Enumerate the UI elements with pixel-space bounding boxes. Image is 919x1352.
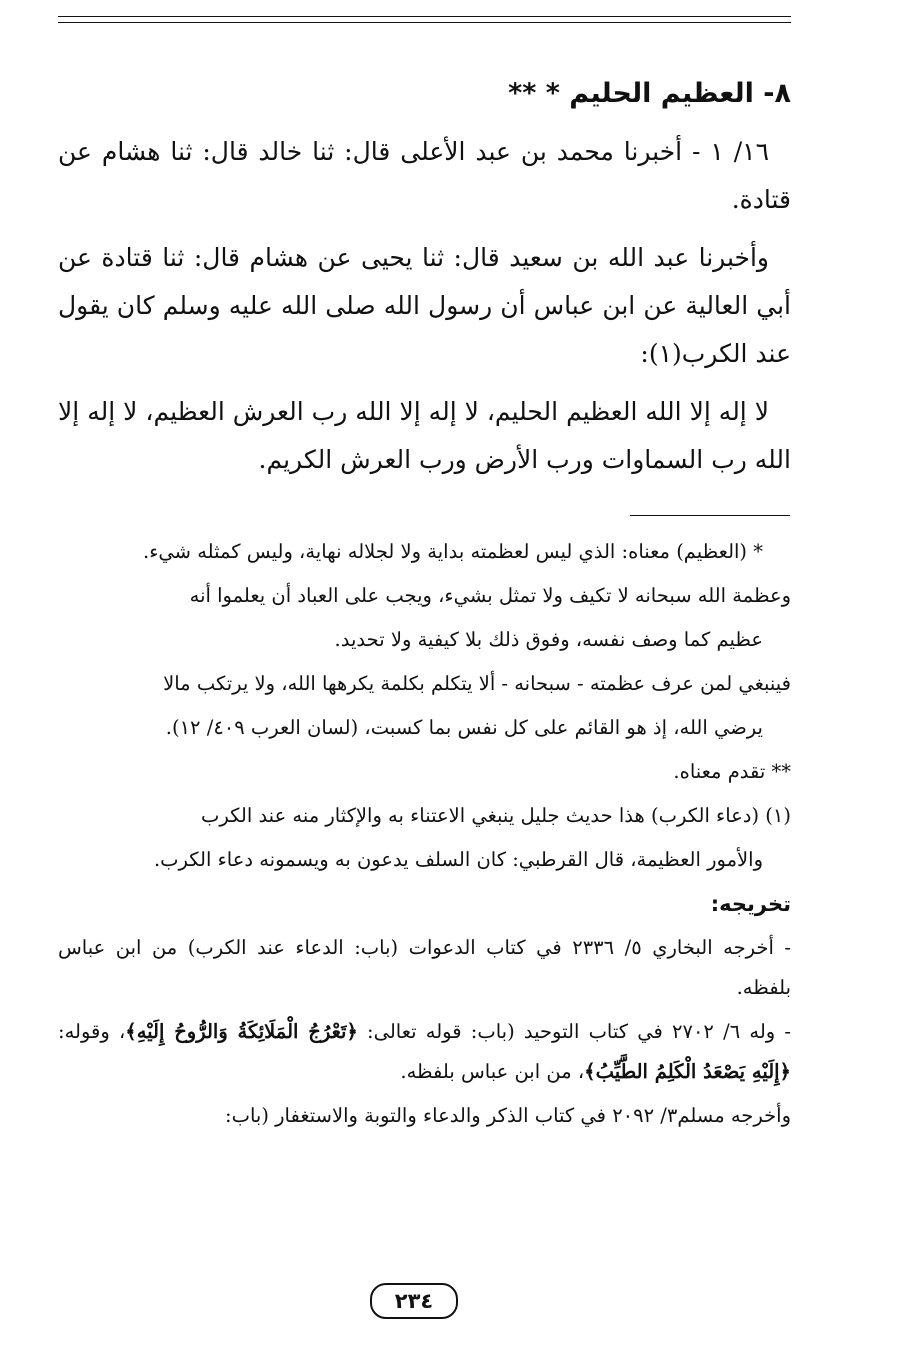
quran-ayah-2: ﴿إِلَيْهِ يَصْعَدُ الْكَلِمُ الطَّيِّبُ﴾	[584, 1060, 791, 1083]
takhrij-tawhid	[58, 1012, 791, 1092]
takhrij-heading: تخريجه:	[710, 892, 791, 916]
hadith-isnad-1: ١٦/ ١ - أخبرنا محمد بن عبد الأعلى قال: ثنا خالد قال: ثنا هشام عن قتادة.	[58, 137, 791, 214]
top-rule-upper	[58, 16, 791, 17]
hadith-isnad-2: وأخبرنا عبد الله بن سعيد قال: ثنا يحيى عن هشام قال: ثنا قتادة عن أبي العالية عن ابن عباس أن رسول الله صلى الله عليه وسلم كان يقول عند الكرب(١):	[58, 243, 791, 368]
footnote-separator	[630, 515, 790, 516]
takhrij-muslim: وأخرجه مسلم٣/ ٢٠٩٢ في كتاب الذكر والدعاء والتوبة والاستغفار (باب:	[225, 1104, 791, 1127]
takhrij-tawhid-post: ، من ابن عباس بلفظه.	[400, 1060, 585, 1083]
note-azama-line2: عظيم كما وصف نفسه، وفوق ذلك بلا كيفية ولا تحديد.	[334, 628, 763, 651]
takhrij-bukhari: - أخرجه البخاري ٥/ ٢٣٣٦ في كتاب الدعوات (باب: الدعاء عند الكرب) من ابن عباس بلفظه.	[58, 936, 791, 999]
note-footnote-1-line2: والأمور العظيمة، قال القرطبي: كان السلف يدعون به ويسمونه دعاء الكرب.	[153, 848, 763, 871]
quran-ayah-1: ﴿تَعْرُجُ الْمَلَائِكَةُ وَالرُّوحُ إِلَيْهِ﴾	[125, 1020, 358, 1043]
section-heading-wrap	[58, 78, 791, 109]
top-rule-lower	[58, 22, 791, 23]
hadith-matn: لا إله إلا الله العظيم الحليم، لا إله إلا الله رب العرش العظيم، لا إله إلا الله رب السماوات ورب الأرض ورب العرش الكريم.	[58, 397, 791, 474]
note-yanbaghi-line1: فينبغي لمن عرف عظمته - سبحانه - ألا يتكلم بكلمة يكرهها الله، ولا يرتكب مالا	[163, 672, 791, 695]
note-azim-meaning: * (العظيم) معناه: الذي ليس لعظمته بداية ولا لجلاله نهاية، وليس كمثله شيء.	[143, 540, 763, 563]
note-azama-line1: وعظمة الله سبحانه لا تكيف ولا تمثل بشيء، ويجب على العباد أن يعلموا أنه	[189, 584, 791, 607]
footnotes	[58, 532, 791, 1140]
main-text	[58, 128, 791, 494]
section-heading: ٨- العظيم الحليم * **	[508, 78, 791, 109]
takhrij-tawhid-mid: ، وقوله:	[58, 1020, 126, 1043]
takhrij-tawhid-pre: - وله ٦/ ٢٧٠٢ في كتاب التوحيد (باب: قوله تعالى:	[367, 1020, 791, 1043]
page-number: ٢٣٤	[370, 1283, 458, 1319]
note-yanbaghi-line2: يرضي الله، إذ هو القائم على كل نفس بما كسبت، (لسان العرب ٤٠٩/ ١٢).	[165, 716, 763, 739]
note-footnote-1-line1: (١) (دعاء الكرب) هذا حديث جليل ينبغي الاعتناء به والإكثار منه عند الكرب	[201, 804, 791, 827]
note-halim-meaning: ** تقدم معناه.	[673, 760, 791, 783]
